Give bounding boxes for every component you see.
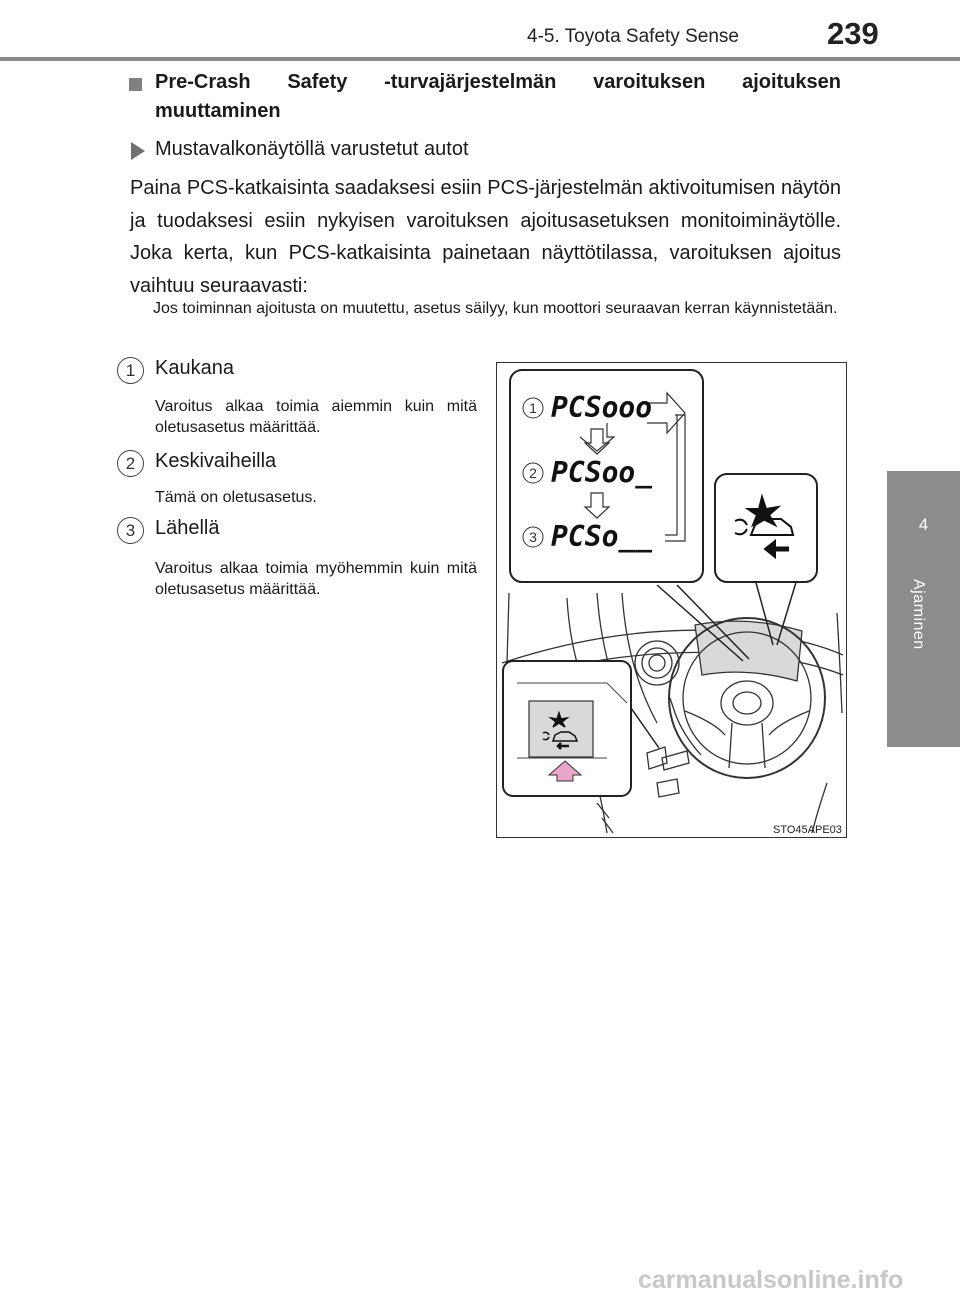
item-description-3: Varoitus alkaa toimia myöhemmin kuin mitä oletusasetus määrittää.: [155, 560, 477, 598]
header-rule: [0, 57, 960, 61]
figure-code: STO45APE03: [773, 824, 842, 836]
page-number: 239: [827, 16, 879, 51]
item-title-2: Keskivaiheilla: [155, 450, 277, 472]
display-number-2: 2: [529, 465, 537, 481]
display-number-1: 1: [529, 400, 537, 416]
item-number-3: 3: [117, 517, 144, 544]
note-text: Jos toiminnan ajoitusta on muutettu, asetus säilyy, kun moottori seuraavan kerran käynnistetään.: [153, 300, 838, 317]
pcs-illustration: [496, 362, 847, 838]
item-number-1: 1: [117, 357, 144, 384]
item-number-2: 2: [117, 450, 144, 477]
display-text-1: PCSooo: [551, 391, 653, 424]
section-title: 4-5. Toyota Safety Sense: [527, 26, 739, 47]
display-text-2: PCSoo_: [551, 456, 653, 489]
subheading: Mustavalkonäytöllä varustetut autot: [155, 138, 469, 160]
section-heading: Pre-Crash Safety -turvajärjestelmän varoituksen ajoituksen muuttaminen: [155, 71, 841, 122]
pcs-icon-box: [715, 474, 817, 582]
watermark: carmanualsonline.info: [638, 1266, 904, 1294]
chapter-number: 4: [918, 515, 929, 534]
chapter-label: Ajaminen: [910, 579, 927, 650]
heading-bullet-icon: [129, 78, 142, 91]
chapter-tab[interactable]: [887, 471, 960, 747]
display-text-3: PCSo__: [551, 520, 653, 553]
triangle-bullet-icon: [131, 142, 145, 160]
pcs-illustration-svg: [497, 363, 847, 838]
item-description-1: Varoitus alkaa toimia aiemmin kuin mitä oletusasetus määrittää.: [155, 398, 477, 436]
item-title-1: Kaukana: [155, 357, 234, 379]
item-title-3: Lähellä: [155, 517, 220, 539]
item-description-2: Tämä on oletusasetus.: [155, 489, 317, 506]
body-paragraph: Paina PCS-katkaisinta saadaksesi esiin PCS-järjestelmän aktivoitumisen näytön ja tuodaksesi esiin nykyisen varoituksen ajoitusasetuksen monitoiminäytölle. Joka kerta, kun PCS-katkaisinta painetaan näyttötilassa, varoituksen ajoitus vaihtuu seuraavasti:: [130, 177, 841, 297]
display-number-3: 3: [529, 529, 537, 545]
